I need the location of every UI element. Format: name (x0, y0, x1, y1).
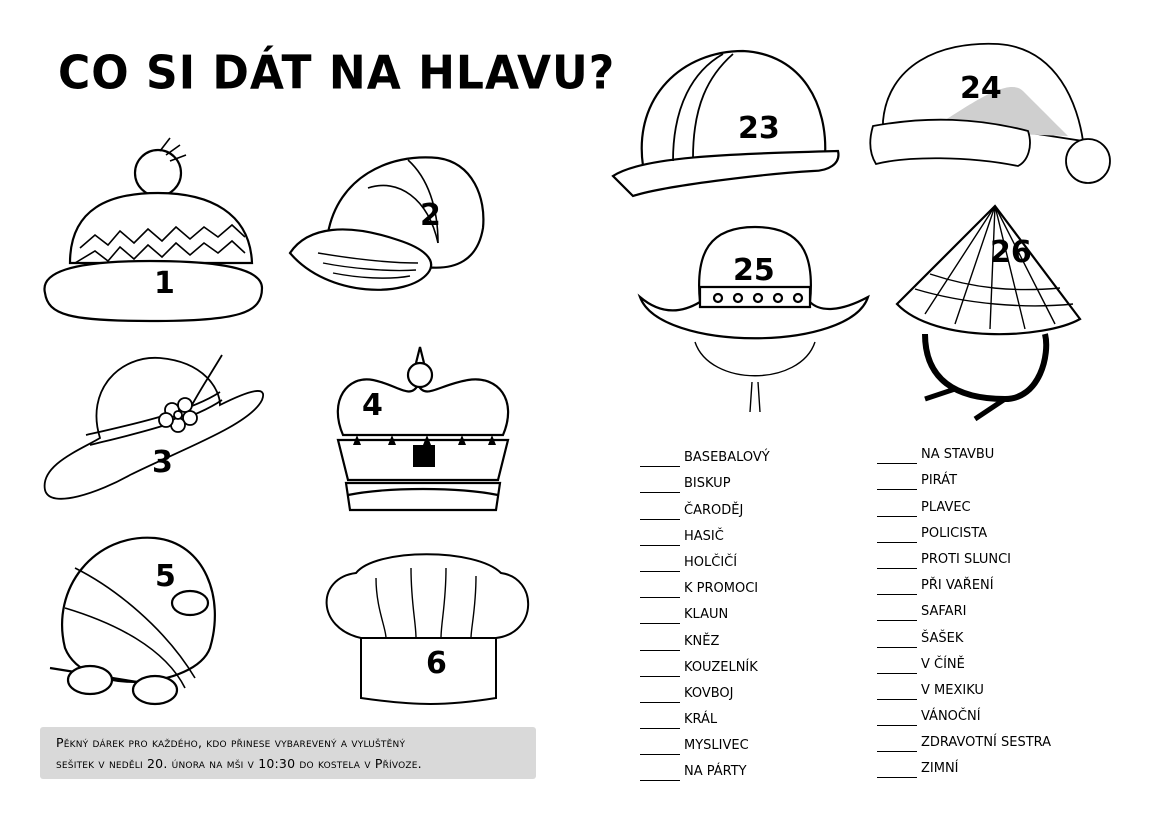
answer-blank[interactable] (640, 529, 680, 546)
pompom-winter-hat-icon (40, 133, 265, 328)
gift-note-line-2: sešitek v neděli 20. února na mši v 10:30 do kostela v Přívoze. (56, 756, 422, 771)
list-item (640, 729, 770, 755)
answer-blank[interactable] (640, 581, 680, 598)
option-label: KOVBOJ (684, 685, 734, 701)
answer-blank[interactable] (877, 631, 917, 648)
option-label: V MEXIKU (921, 682, 984, 698)
baseball-cap-icon (288, 148, 488, 313)
list-item (640, 755, 770, 781)
option-label: NA PÁRTY (684, 764, 747, 780)
list-item (877, 674, 1051, 700)
santa-hat-icon (868, 36, 1116, 188)
answer-blank[interactable] (877, 761, 917, 778)
option-label: ZIMNÍ (921, 761, 959, 777)
list-item (640, 441, 770, 467)
hat-number-24: 24 (960, 71, 1002, 106)
answer-blank[interactable] (640, 555, 680, 572)
answer-blank[interactable] (877, 683, 917, 700)
option-label: SAFARI (921, 604, 967, 620)
hat-number-25: 25 (733, 253, 775, 288)
answer-blank[interactable] (877, 578, 917, 595)
list-item (640, 677, 770, 703)
answer-blank[interactable] (877, 735, 917, 752)
answer-blank[interactable] (640, 607, 680, 624)
answer-blank[interactable] (877, 473, 917, 490)
hat-number-5: 5 (155, 559, 176, 594)
option-label: BASEBALOVÝ (684, 450, 770, 466)
list-item (640, 624, 770, 650)
answer-blank[interactable] (640, 476, 680, 493)
list-item (877, 438, 1051, 464)
hat-number-6: 6 (426, 646, 447, 681)
answer-blank[interactable] (877, 526, 917, 543)
list-item (877, 517, 1051, 543)
gift-note (40, 727, 536, 779)
option-label: ZDRAVOTNÍ SESTRA (921, 735, 1052, 751)
option-label: PROTI SLUNCI (921, 551, 1012, 567)
list-item (877, 726, 1051, 752)
option-label: V ČÍNĚ (921, 656, 965, 672)
option-label: K PROMOCI (684, 581, 759, 597)
list-item (640, 572, 770, 598)
swim-cap-with-goggles-icon (45, 528, 225, 718)
option-label: POLICISTA (921, 525, 988, 541)
list-item (877, 464, 1051, 490)
hat-number-23: 23 (738, 111, 780, 146)
answer-blank[interactable] (640, 738, 680, 755)
answer-blank[interactable] (877, 500, 917, 517)
hat-number-3: 3 (152, 445, 173, 480)
hat-number-2: 2 (420, 198, 441, 233)
answer-blank[interactable] (640, 712, 680, 729)
option-label: HASIČ (684, 528, 724, 544)
list-item (877, 490, 1051, 516)
option-label: MYSLIVEC (684, 738, 749, 754)
list-item (877, 648, 1051, 674)
hat-number-1: 1 (154, 266, 175, 301)
hat-number-4: 4 (362, 388, 383, 423)
answer-blank[interactable] (640, 686, 680, 703)
option-label: HOLČIČÍ (684, 554, 738, 570)
answer-blank[interactable] (877, 447, 917, 464)
list-item (877, 543, 1051, 569)
option-label: PŘI VAŘENÍ (921, 578, 994, 594)
option-label: KNĚZ (684, 633, 720, 649)
answer-blank[interactable] (877, 709, 917, 726)
crown-icon (328, 345, 518, 517)
option-label: PIRÁT (921, 473, 958, 489)
option-label: VÁNOČNÍ (921, 709, 981, 725)
option-label: NA STAVBU (921, 447, 995, 463)
option-label: PLAVEC (921, 499, 971, 515)
gift-note-line-1: Pěkný dárek pro každého, kdo přinese vybarevený a vyluštěný (56, 735, 406, 750)
answer-blank[interactable] (640, 764, 680, 781)
answer-blank[interactable] (640, 450, 680, 467)
list-item (877, 752, 1051, 778)
option-label: KOUZELNÍK (684, 659, 758, 675)
hard-hat-icon (613, 46, 841, 196)
list-item (640, 520, 770, 546)
list-item (877, 569, 1051, 595)
option-label: ČARODĚJ (684, 502, 744, 518)
answer-blank[interactable] (640, 503, 680, 520)
option-label: BISKUP (684, 476, 731, 492)
hat-number-26: 26 (990, 235, 1032, 270)
answer-blank[interactable] (877, 604, 917, 621)
option-label: ŠAŠEK (921, 630, 964, 646)
option-label: KRÁL (684, 712, 718, 728)
conical-asian-hat-icon (895, 204, 1080, 424)
list-item (877, 595, 1051, 621)
list-item (877, 700, 1051, 726)
list-item (640, 467, 770, 493)
list-item (640, 651, 770, 677)
option-label: KLAUN (684, 607, 729, 623)
sun-hat-with-flower-icon (40, 350, 268, 510)
list-item (640, 598, 770, 624)
cowboy-hat-icon (640, 222, 870, 412)
list-item (640, 493, 770, 519)
answer-blank[interactable] (877, 552, 917, 569)
answer-blank[interactable] (640, 660, 680, 677)
list-item (877, 621, 1051, 647)
chef-hat-icon (316, 548, 538, 708)
options-right-list (877, 438, 1051, 778)
answer-blank[interactable] (877, 657, 917, 674)
list-item (640, 703, 770, 729)
options-left-list (640, 441, 770, 781)
page-title: CO SI DÁT NA HLAVU? (58, 46, 616, 101)
list-item (640, 546, 770, 572)
answer-blank[interactable] (640, 634, 680, 651)
